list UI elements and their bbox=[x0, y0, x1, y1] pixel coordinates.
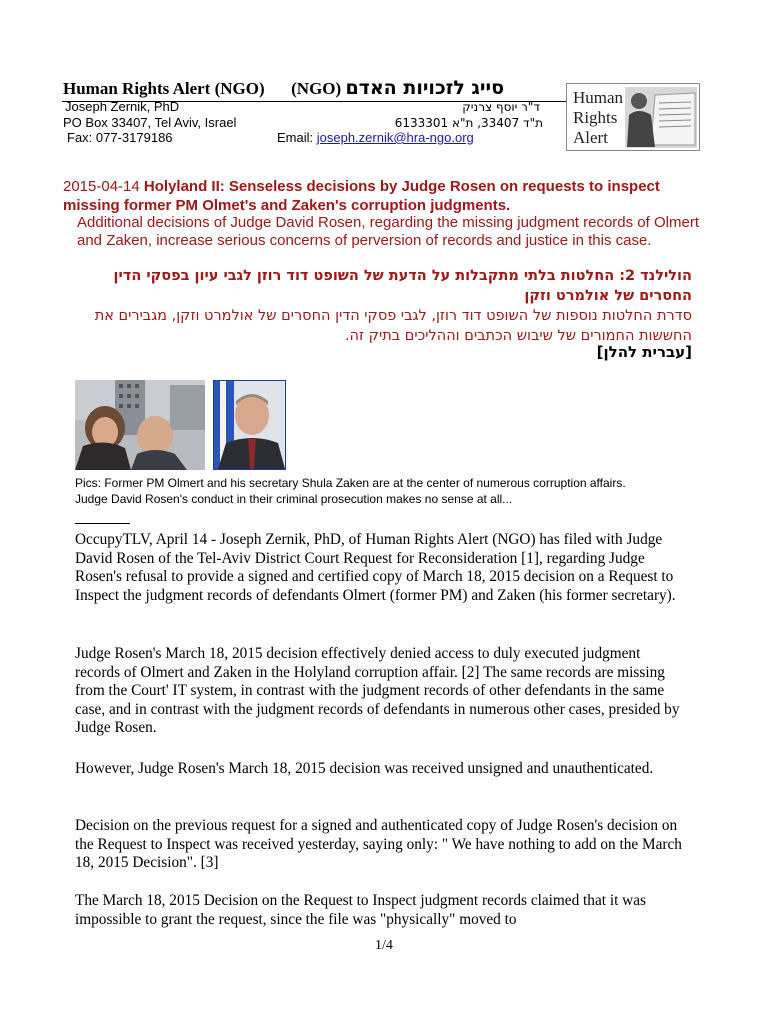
contact-name-en: Joseph Zernik, PhD bbox=[65, 99, 180, 114]
contact-fax: Fax: 077-3179186 bbox=[67, 130, 173, 145]
email-label: Email: bbox=[277, 130, 314, 145]
contact-name-he: ד"ר יוסף צרניק bbox=[462, 100, 540, 114]
article-subtitle: Additional decisions of Judge David Rosen, regarding the missing judgment records of Olmert and Zaken, increase serious concerns of perversion of records and justice in this case. bbox=[77, 214, 699, 249]
org-title bbox=[63, 77, 504, 99]
photo-caption bbox=[75, 475, 695, 507]
body-paragraph-2: Judge Rosen's March 18, 2015 decision effectively denied access to duly executed judgment records of Olmert and Zaken in the Holyland corruption affair. [2] The same records are missing from the Court' IT system, in contrast with the judgment records of other defendants in the same case, and in contrast with the judgment records of defendants in numerous other cases, presided by Judge Rosen. bbox=[75, 645, 680, 736]
section-divider bbox=[75, 523, 130, 524]
logo-word-human: Human bbox=[573, 88, 624, 107]
photo-caption-line-2: Judge David Rosen's conduct in their criminal prosecution makes no sense at all... bbox=[75, 492, 513, 506]
body-paragraph-3: However, Judge Rosen's March 18, 2015 decision was received unsigned and unauthenticated. bbox=[75, 760, 654, 777]
article-subtitle-he: סדרת החלטות נוספות של השופט דוד רוזן, לגבי פסקי הדין החסרים של אולמרט וזקן, מגבירים את החששות החמורים של שיבוש הכתבים וההליכים בתיק זה. bbox=[94, 308, 692, 344]
hebrew-below-note: [עברית להלן] bbox=[596, 343, 692, 361]
logo-text bbox=[573, 88, 623, 148]
logo-figure-image bbox=[625, 87, 697, 148]
article-date: 2015-04-14 bbox=[63, 178, 140, 195]
org-ngo-label: (NGO) bbox=[291, 79, 342, 98]
org-name-he: סייג לזכויות האדם bbox=[345, 77, 505, 99]
email-link[interactable]: joseph.zernik@hra-ngo.org bbox=[316, 130, 474, 145]
article-headline bbox=[63, 177, 703, 215]
article-title: Holyland II: Senseless decisions by Judge Rosen on requests to inspect missing former PM Olmet's and Zaken's corruption judgments. bbox=[63, 178, 660, 214]
logo-word-alert: Alert bbox=[573, 128, 608, 147]
logo-word-rights: Rights bbox=[573, 108, 618, 127]
hra-logo bbox=[566, 83, 700, 151]
judge-rosen-photo bbox=[213, 380, 286, 470]
photo-caption-line-1: Pics: Former PM Olmert and his secretary Shula Zaken are at the center of numerous corruption affairs. bbox=[75, 476, 626, 490]
contact-email bbox=[277, 130, 474, 145]
body-paragraph-4: Decision on the previous request for a signed and authenticated copy of Judge Rosen's decision on the Request to Inspect was received yesterday, saying only: " We have nothing to add on the March 18, 2015 Decision". [3] bbox=[75, 817, 682, 871]
body-paragraph-5: The March 18, 2015 Decision on the Request to Inspect judgment records claimed that it was impossible to grant the request, since the file was "physically" moved to bbox=[75, 892, 646, 928]
contact-address-en: PO Box 33407, Tel Aviv, Israel bbox=[63, 115, 237, 130]
page-number: 1/4 bbox=[375, 938, 393, 953]
article-title-he: הולילנד 2: החלטות בלתי מתקבלות על הדעת של השופט דוד רוזן לגבי עיון בפסקי הדין החסרים של אולמרט וזקן bbox=[113, 268, 692, 304]
org-name-en: Human Rights Alert (NGO) bbox=[63, 79, 265, 98]
olmert-zaken-photo bbox=[75, 380, 205, 470]
body-paragraph-1: OccupyTLV, April 14 - Joseph Zernik, PhD, of Human Rights Alert (NGO) has filed with Judge David Rosen of the Tel-Aviv District Court Request for Reconsideration [1], regarding Judge Rosen's refusal to provide a signed and certified copy of March 18, 2015 decision on a Request to Inspect the judgment records of defendants Olmert (former PM) and Zaken (his former secretary). bbox=[75, 531, 676, 604]
contact-address-he: ת"ד 33407, ת"א 6133301 bbox=[394, 116, 543, 130]
